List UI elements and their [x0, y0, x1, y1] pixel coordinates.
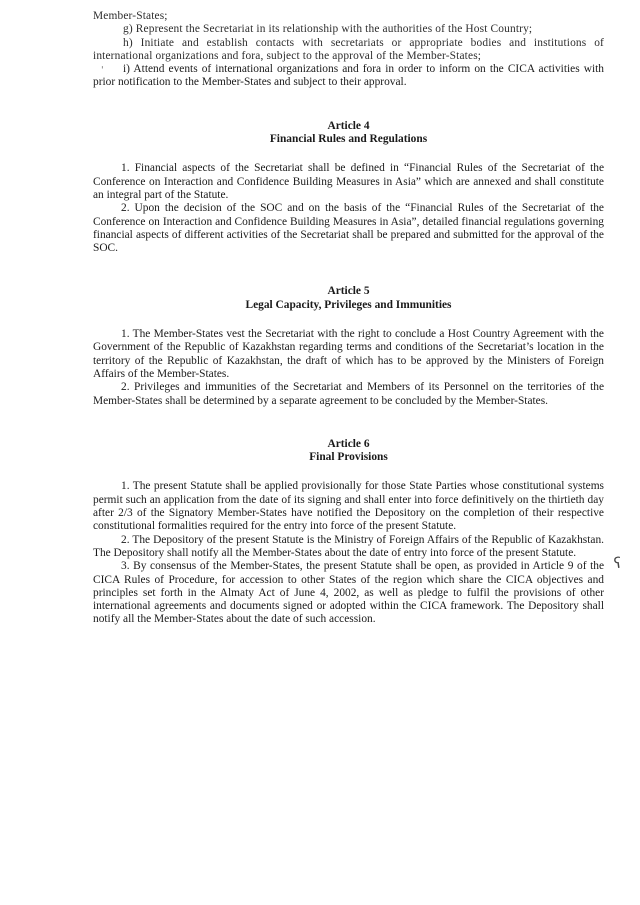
- stray-tick-mark: ˌ: [101, 60, 104, 70]
- article-4-paragraph-2: 2. Upon the decision of the SOC and on the basis of the “Financial Rules of the Secretariat of the Conference on Interaction and Confidence Building Measures in Asia”, detailed financial regulations governing financial aspects of different activities of the Secretariat shall be prepared and submitted for the approval of the SOC.: [93, 202, 604, 255]
- article-6-paragraph-1: 1. The present Statute shall be applied provisionally for those State Parties whose constitutional systems permit such an application from the date of its signing and shall enter into force definitively on the thirtieth day after 2/3 of the Signatory Member-States have notified the Depository on the completion of their respective constitutional formalities required for the entry into force of the present Statute.: [93, 480, 604, 533]
- intro-items: [93, 10, 604, 90]
- article-6: [93, 438, 604, 627]
- article-6-title: Final Provisions: [309, 451, 388, 464]
- handwritten-margin-mark: ʕ: [613, 553, 624, 573]
- item-i: i) Attend events of international organizations and fora in order to inform on the CICA activities with prior notification to the Member-States and subject to their approval.: [93, 63, 604, 89]
- article-4-title: Financial Rules and Regulations: [269, 133, 428, 146]
- member-states-line: Member-States;: [93, 10, 168, 22]
- item-g: g) Represent the Secretariat in its relationship with the authorities of the Host Country;: [123, 23, 533, 36]
- article-5-paragraph-1: 1. The Member-States vest the Secretariat with the right to conclude a Host Country Agreement with the Government of the Republic of Kazakhstan regarding terms and conditions of the Secretariat’s location in the territory of the Republic of Kazakhstan, the draft of which has to be approved by the Ministers of Foreign Affairs of the Member-States.: [93, 328, 604, 380]
- article-4-number: Article 4: [327, 119, 370, 132]
- article-4-paragraph-1: 1. Financial aspects of the Secretariat shall be defined in “Financial Rules of the Secretariat of the Conference on Interaction and Confidence Building Measures in Asia” which are annexed and shall constitute an integral part of the Statute.: [93, 162, 604, 201]
- item-h: h) Initiate and establish contacts with secretariats or appropriate bodies and institutions of international organizations and fora, subject to the approval of the Member-States;: [93, 36, 604, 62]
- article-4: [93, 120, 604, 256]
- article-5-title: Legal Capacity, Privileges and Immunities: [245, 298, 452, 311]
- article-5-number: Article 5: [327, 285, 370, 298]
- article-5: [93, 285, 604, 407]
- article-5-paragraph-2: 2. Privileges and immunities of the Secretariat and Members of its Personnel on the territories of the Member-States shall be determined by a separate agreement to be concluded by the Member-States.: [93, 381, 604, 407]
- article-6-number: Article 6: [327, 437, 370, 450]
- article-6-paragraph-2: 2. The Depository of the present Statute is the Ministry of Foreign Affairs of the Republic of Kazakhstan. The Depository shall notify all the Member-States about the date of entry into force of the present Statute.: [93, 533, 604, 559]
- article-6-paragraph-3: 3. By consensus of the Member-States, the present Statute shall be open, as provided in Article 9 of the CICA Rules of Procedure, for accession to other States of the region which share the CICA objectives and principles set forth in the Almaty Act of June 4, 2002, as well as pledge to fulfil the provisions of other international agreements and documents signed or adopted within the CICA framework. The Depository shall notify all the Member-States about the date of such accession.: [93, 560, 604, 626]
